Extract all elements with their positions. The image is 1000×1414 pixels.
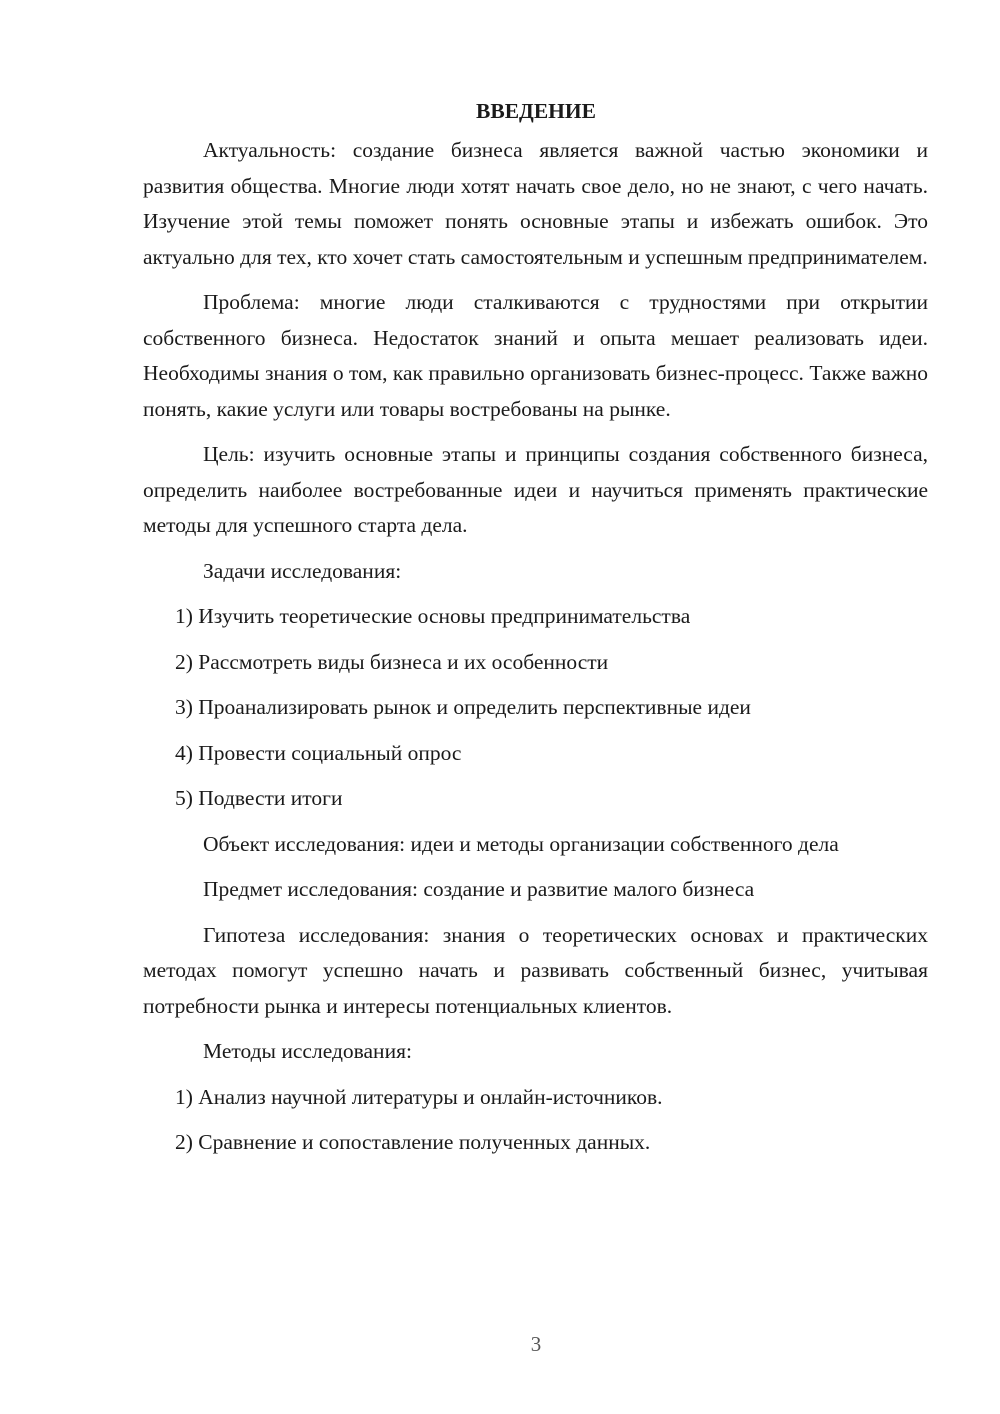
methods-list <box>143 1080 928 1161</box>
goal-paragraph: Цель: изучить основные этапы и принципы создания собственного бизнеса, определить наиболее востребованные идеи и научиться применять практические методы для успешного старта дела. <box>143 442 928 537</box>
tasks-heading: Задачи исследования: <box>203 558 402 583</box>
list-item: 2) Рассмотреть виды бизнеса и их особенности <box>175 649 609 674</box>
list-item: 3) Проанализировать рынок и определить перспективные идеи <box>175 695 751 719</box>
document-body <box>143 95 928 1171</box>
list-item: 5) Подвести итоги <box>175 786 343 810</box>
list-item: 1) Изучить теоретические основы предпринимательства <box>175 604 691 628</box>
subject-paragraph: Предмет исследования: создание и развитие малого бизнеса <box>203 877 755 901</box>
problem-paragraph: Проблема: многие люди сталкиваются с трудностями при открытии собственного бизнеса. Недостаток знаний и опыта мешает реализовать идеи. Необходимы знания о том, как правильно организовать бизнес-процесс. Также важно понять, какие услуги или товары востребованы на рынке. <box>143 290 928 421</box>
page-number: 3 <box>530 1332 542 1356</box>
tasks-list <box>143 599 928 817</box>
list-item: 1) Анализ научной литературы и онлайн-источников. <box>175 1084 663 1109</box>
object-paragraph: Объект исследования: идеи и методы организации собственного дела <box>203 831 839 856</box>
hypothesis-paragraph: Гипотеза исследования: знания о теоретических основах и практических методах помогут успешно начать и развивать собственный бизнес, учитывая потребности рынка и интересы потенциальных клиентов. <box>143 922 928 1018</box>
methods-heading: Методы исследования: <box>203 1039 412 1063</box>
list-item: 2) Сравнение и сопоставление полученных данных. <box>175 1130 651 1154</box>
relevance-paragraph: Актуальность: создание бизнеса является важной частью экономики и развития общества. Многие люди хотят начать свое дело, но не знают, с чего начать. Изучение этой темы поможет понять основные этапы и избежать ошибок. Это актуально для тех, кто хочет стать самостоятельным и успешным предпринимателем. <box>143 138 928 269</box>
section-title: ВВЕДЕНИЕ <box>476 99 596 123</box>
list-item: 4) Провести социальный опрос <box>175 740 462 765</box>
